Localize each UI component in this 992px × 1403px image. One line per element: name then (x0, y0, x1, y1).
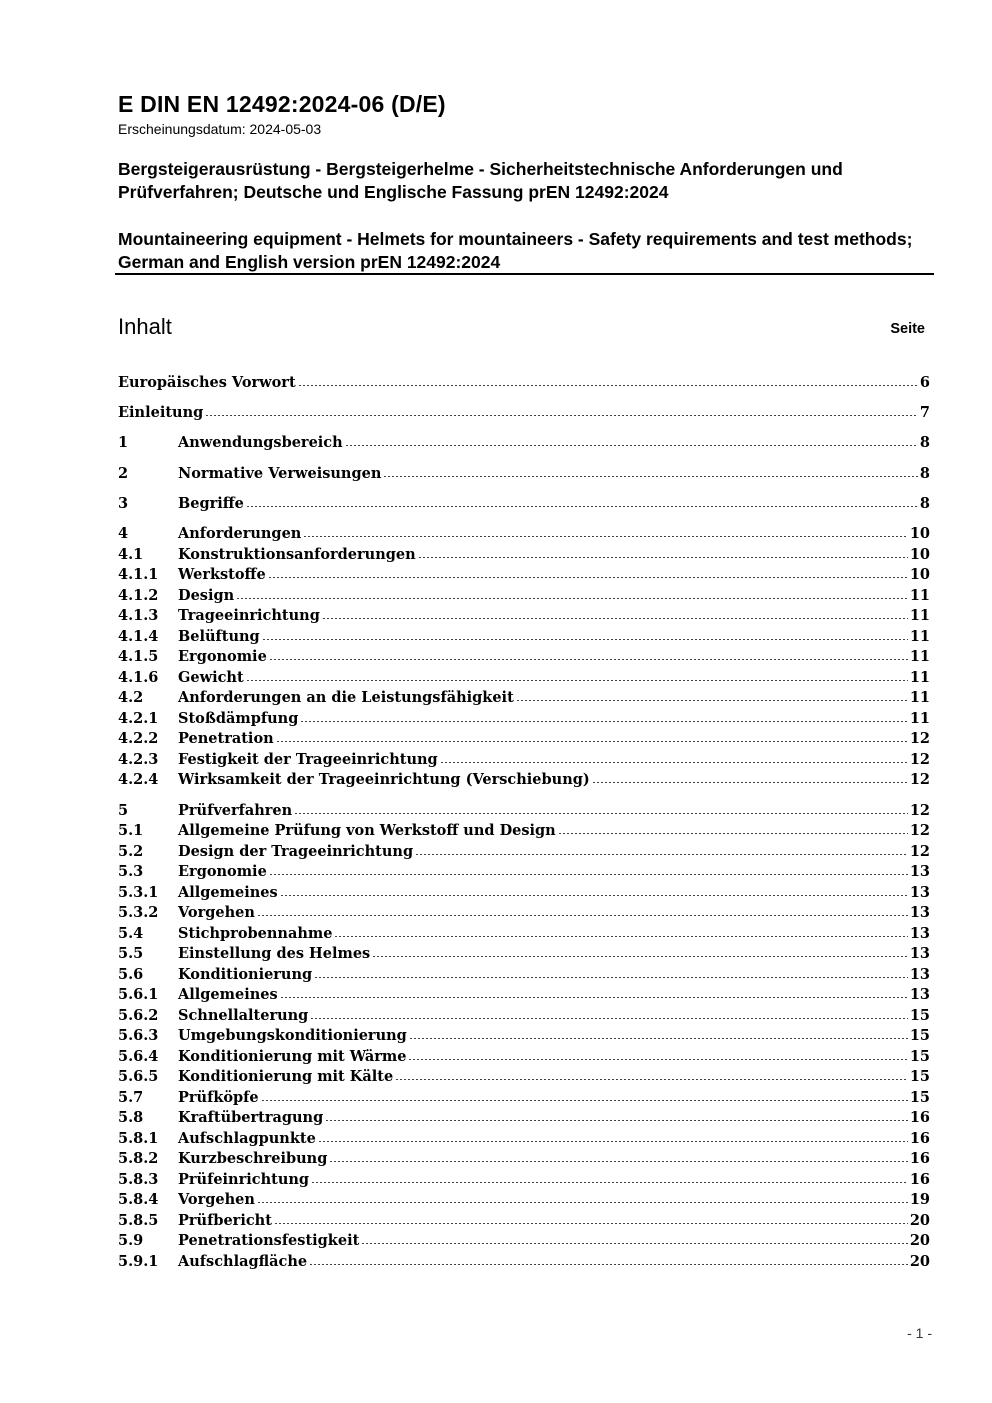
toc-entry-number: 5.9 (118, 1232, 144, 1249)
toc-entry[interactable] (118, 688, 930, 708)
toc-entry-title: Kraftübertragung (178, 1109, 324, 1126)
toc-entry-number: 5.4 (118, 924, 144, 942)
toc-dot-leader (310, 1006, 907, 1020)
toc-dot-leader (269, 862, 908, 876)
toc-dot-leader (262, 627, 908, 641)
toc-entry-number: 5.9.1 (118, 1252, 159, 1270)
toc-dot-leader (276, 729, 908, 743)
toc-dot-leader (408, 1047, 907, 1061)
toc-dot-leader (440, 750, 908, 764)
toc-dot-leader (318, 1129, 908, 1143)
toc-entry-page: 8 (919, 434, 930, 451)
toc-entry-title: Normative Verweisungen (178, 465, 382, 482)
toc-dot-leader (322, 606, 908, 620)
toc-entry-title: Allgemeines (178, 986, 278, 1003)
toc-entry[interactable] (118, 1026, 930, 1046)
toc-entry-page: 15 (909, 1068, 930, 1085)
toc-entry-number: 5.6.4 (118, 1047, 159, 1065)
toc-entry[interactable] (118, 985, 930, 1005)
toc-entry-title: Vorgehen (178, 904, 255, 921)
toc-entry-page: 16 (909, 1109, 930, 1126)
toc-entry[interactable] (118, 1129, 930, 1149)
toc-entry-page: 11 (909, 627, 930, 645)
toc-dot-leader (325, 1108, 908, 1122)
toc-entry-number: 5.1 (118, 822, 144, 839)
toc-entry-number: 5.8.3 (118, 1170, 159, 1188)
toc-entry[interactable] (118, 565, 930, 585)
toc-entry-page: 12 (909, 730, 930, 747)
toc-entry[interactable] (118, 464, 930, 484)
toc-entry-title: Konditionierung mit Wärme (178, 1047, 407, 1065)
toc-dot-leader (274, 1211, 908, 1225)
toc-entry[interactable] (118, 373, 930, 393)
toc-entry-number: 5.6.1 (118, 986, 159, 1003)
toc-dot-leader (395, 1067, 908, 1081)
toc-entry-number: 5.3 (118, 863, 144, 880)
toc-entry-title: Aufschlagpunkte (178, 1129, 316, 1147)
toc-entry-page: 20 (909, 1232, 930, 1249)
toc-entry-number: 2 (118, 465, 129, 482)
toc-entry-page: 13 (909, 945, 930, 962)
toc-entry-title: Stichprobennahme (178, 924, 333, 942)
toc-entry[interactable] (118, 433, 930, 453)
toc-dot-leader (205, 403, 918, 417)
toc-entry-number: 5.8.5 (118, 1211, 159, 1229)
toc-entry-number: 3 (118, 495, 129, 512)
issue-date: Erscheinungsdatum: 2024-05-03 (118, 121, 322, 137)
toc-entry-page: 7 (919, 404, 930, 421)
toc-dot-leader (269, 647, 908, 661)
toc-entry-title: Europäisches Vorwort (118, 374, 296, 391)
toc-entry-title: Trageeinrichtung (178, 607, 320, 624)
toc-entry-number: 4.2.1 (118, 709, 159, 727)
toc-entry-title: Gewicht (178, 668, 244, 686)
toc-entry-page: 15 (909, 1006, 930, 1024)
toc-entry-title: Einstellung des Helmes (178, 945, 371, 962)
toc-entry[interactable] (118, 586, 930, 606)
toc-entry[interactable] (118, 1067, 930, 1087)
toc-entry-title: Design der Trageeinrichtung (178, 842, 414, 860)
toc-entry-page: 16 (909, 1170, 930, 1188)
toc-dot-leader (298, 373, 918, 387)
toc-entry-title: Prüfbericht (178, 1211, 272, 1229)
toc-entry-title: Allgemeine Prüfung von Werkstoff und Design (178, 822, 556, 839)
toc-entry-page: 12 (909, 842, 930, 860)
toc-entry-page: 11 (909, 607, 930, 624)
toc-entry-page: 13 (909, 924, 930, 942)
toc-dot-leader (294, 801, 908, 815)
toc-page-label: Seite (890, 321, 925, 337)
toc-entry-page: 8 (919, 465, 930, 482)
toc-entry[interactable] (118, 924, 930, 944)
toc-dot-leader (257, 903, 908, 917)
toc-entry-page: 11 (909, 709, 930, 727)
toc-entry-title: Penetrationsfestigkeit (178, 1232, 360, 1249)
toc-dot-leader (311, 1170, 908, 1184)
title-english: Mountaineering equipment - Helmets for mountaineers - Safety requirements and test methods; German and English version prEN 12492:2024 (118, 229, 913, 272)
toc-dot-leader (361, 1231, 908, 1245)
toc-dot-leader (309, 1252, 908, 1266)
toc-entry-number: 4.2.3 (118, 750, 159, 768)
toc-dot-leader (409, 1026, 908, 1040)
toc-entry[interactable] (118, 883, 930, 903)
toc-entry[interactable] (118, 1047, 930, 1067)
toc-entry-title: Belüftung (178, 627, 260, 645)
toc-entry-page: 8 (919, 495, 930, 512)
toc-entry-title: Prüfeinrichtung (178, 1170, 310, 1188)
toc-entry-title: Design (178, 586, 235, 604)
toc-entry-title: Stoßdämpfung (178, 709, 299, 727)
toc-entry[interactable] (118, 1170, 930, 1190)
toc-entry-number: 5.3.1 (118, 883, 159, 901)
toc-dot-leader (261, 1088, 908, 1102)
toc-entry-page: 10 (909, 525, 930, 542)
toc-entry-number: 5.6.3 (118, 1027, 159, 1044)
toc-dot-leader (300, 709, 907, 723)
toc-entry[interactable] (118, 1006, 930, 1026)
toc-entry-page: 15 (909, 1088, 930, 1106)
toc-dot-leader (280, 883, 908, 897)
toc-entry[interactable] (118, 903, 930, 923)
toc-entry-number: 5.6.5 (118, 1068, 159, 1085)
toc-entry-number: 5.6.2 (118, 1006, 159, 1024)
toc-entry-page: 16 (909, 1150, 930, 1167)
toc-entry-page: 6 (919, 374, 930, 391)
toc-dot-leader (372, 944, 908, 958)
toc-entry-number: 5.8.2 (118, 1150, 159, 1167)
toc-dot-leader (383, 464, 918, 478)
toc-entry-page: 13 (909, 883, 930, 901)
toc-dot-leader (329, 1149, 907, 1163)
toc-entry-number: 1 (118, 434, 129, 451)
toc-entry-title: Festigkeit der Trageeinrichtung (178, 750, 438, 768)
toc-dot-leader (516, 688, 908, 702)
toc-entry-title: Begriffe (178, 495, 244, 512)
page-number: - 1 - (907, 1325, 932, 1341)
toc-entry-number: 4.1.3 (118, 607, 159, 624)
toc-entry[interactable] (118, 1190, 930, 1210)
toc-entry-page: 13 (909, 863, 930, 880)
toc-entry[interactable] (118, 524, 930, 544)
toc-entry-number: 4.1.1 (118, 566, 159, 583)
toc-entry-title: Umgebungskonditionierung (178, 1027, 407, 1044)
toc-heading: Inhalt (118, 314, 172, 339)
toc-entry-page: 15 (909, 1027, 930, 1044)
toc-dot-leader (257, 1190, 908, 1204)
toc-entry-page: 11 (909, 586, 930, 604)
toc-entry-number: 5.8.1 (118, 1129, 159, 1147)
toc-entry[interactable] (118, 668, 930, 688)
toc-entry[interactable] (118, 1211, 930, 1231)
toc-entry-page: 15 (909, 1047, 930, 1065)
toc-entry-title: Prüfverfahren (178, 801, 293, 819)
toc-entry-title: Einleitung (118, 404, 204, 421)
toc-entry[interactable] (118, 1252, 930, 1272)
toc-entry-page: 13 (909, 986, 930, 1003)
toc-entry-number: 4.2.2 (118, 730, 159, 747)
toc-entry[interactable] (118, 862, 930, 882)
toc-entry[interactable] (118, 801, 930, 821)
toc-entry-title: Konstruktionsanforderungen (178, 545, 416, 563)
toc-entry-title: Kurzbeschreibung (178, 1150, 328, 1167)
toc-entry-number: 5.6 (118, 965, 144, 983)
toc-entry[interactable] (118, 1231, 930, 1251)
toc-dot-leader (246, 668, 908, 682)
toc-entry-number: 4.1.2 (118, 586, 159, 604)
title-german: Bergsteigerausrüstung - Bergsteigerhelme - Sicherheitstechnische Anforderungen und Prüfverfahren; Deutsche und Englische Fassung prEN 12492:2024 (118, 159, 843, 202)
toc-entry[interactable] (118, 627, 930, 647)
toc-entry-page: 13 (909, 965, 930, 983)
toc-entry[interactable] (118, 403, 930, 423)
toc-entry-title: Anforderungen an die Leistungsfähigkeit (178, 689, 514, 706)
toc-dot-leader (592, 770, 908, 784)
toc-entry-page: 11 (909, 668, 930, 686)
toc-entry[interactable] (118, 494, 930, 514)
toc-entry-page: 10 (909, 545, 930, 563)
toc-entry[interactable] (118, 770, 930, 790)
toc-entry-number: 4.1.6 (118, 668, 159, 686)
toc-entry-number: 4.1.4 (118, 627, 159, 645)
toc-entry-title: Vorgehen (178, 1191, 255, 1208)
toc-entry-title: Anforderungen (178, 525, 302, 542)
toc-entry-page: 11 (909, 648, 930, 665)
toc-entry[interactable] (118, 750, 930, 770)
toc-entry-page: 12 (909, 822, 930, 839)
toc-entry[interactable] (118, 1088, 930, 1108)
toc-entry-number: 4.1 (118, 545, 144, 563)
toc-entry[interactable] (118, 1149, 930, 1169)
toc-entry-title: Aufschlagfläche (178, 1252, 308, 1270)
toc-entry-number: 4.2 (118, 689, 144, 706)
toc-dot-leader (418, 545, 908, 559)
title-divider (115, 273, 934, 275)
toc-entry-title: Prüfköpfe (178, 1088, 259, 1106)
toc-dot-leader (334, 924, 907, 938)
toc-dot-leader (415, 842, 908, 856)
toc-entry-number: 5.8 (118, 1109, 144, 1126)
toc-dot-leader (558, 821, 908, 835)
toc-entry-title: Anwendungsbereich (178, 434, 343, 451)
toc-entry-page: 13 (909, 904, 930, 921)
toc-entry-number: 5.3.2 (118, 904, 159, 921)
toc-entry-page: 19 (909, 1191, 930, 1208)
toc-entry-number: 5.5 (118, 945, 144, 962)
toc-entry-page: 20 (909, 1252, 930, 1270)
toc-entry-number: 5.8.4 (118, 1191, 159, 1208)
toc-entry-title: Ergonomie (178, 648, 267, 665)
toc-dot-leader (303, 524, 907, 538)
toc-entry[interactable] (118, 729, 930, 749)
toc-entry[interactable] (118, 1108, 930, 1128)
toc-entry-page: 12 (909, 771, 930, 788)
toc-entry[interactable] (118, 842, 930, 862)
toc-entry-page: 20 (909, 1211, 930, 1229)
toc-entry-page: 12 (909, 750, 930, 768)
toc-entry-page: 10 (909, 566, 930, 583)
toc-dot-leader (236, 586, 908, 600)
toc-dot-leader (268, 565, 908, 579)
toc-entry-page: 11 (909, 689, 930, 706)
toc-entry-page: 12 (909, 801, 930, 819)
toc-entry-number: 4.2.4 (118, 771, 159, 788)
toc-entry-title: Konditionierung mit Kälte (178, 1068, 394, 1085)
toc-entry-title: Wirksamkeit der Trageeinrichtung (Verschiebung) (178, 771, 590, 788)
toc-entry[interactable] (118, 965, 930, 985)
toc-dot-leader (246, 494, 918, 508)
toc-entry[interactable] (118, 606, 930, 626)
toc-entry-number: 5 (118, 801, 129, 819)
toc-entry-number: 5.7 (118, 1088, 144, 1106)
toc-entry-title: Allgemeines (178, 883, 278, 901)
toc-entry[interactable] (118, 944, 930, 964)
toc-entry[interactable] (118, 709, 930, 729)
toc-entry-number: 4.1.5 (118, 648, 159, 665)
toc-entry[interactable] (118, 545, 930, 565)
document-id: E DIN EN 12492:2024-06 (D/E) (118, 91, 446, 117)
toc-entry-title: Konditionierung (178, 965, 313, 983)
toc-entry-title: Penetration (178, 730, 274, 747)
toc-dot-leader (314, 965, 908, 979)
toc-entry-title: Ergonomie (178, 863, 267, 880)
toc-entry-title: Werkstoffe (178, 566, 266, 583)
toc-entry-number: 5.2 (118, 842, 144, 860)
toc-entry[interactable] (118, 821, 930, 841)
toc-entry-number: 4 (118, 525, 129, 542)
toc-dot-leader (280, 985, 908, 999)
toc-entry-title: Schnellalterung (178, 1006, 309, 1024)
toc-dot-leader (345, 433, 918, 447)
toc-entry[interactable] (118, 647, 930, 667)
toc-entry-page: 16 (909, 1129, 930, 1147)
